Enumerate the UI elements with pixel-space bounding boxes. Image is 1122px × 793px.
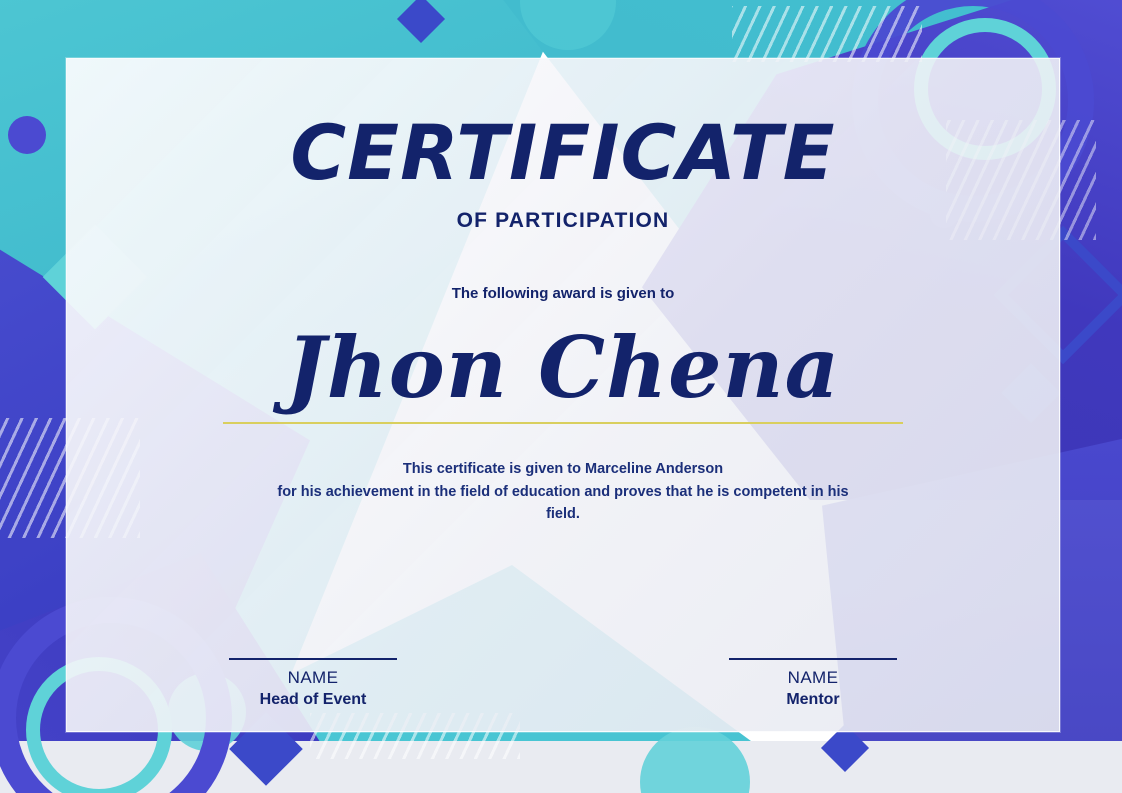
signature-line	[229, 658, 397, 660]
body-line-2: for his achievement in the field of education and proves that he is competent in his	[277, 483, 849, 500]
signature-name: NAME	[787, 668, 839, 687]
award-intro-text: The following award is given to	[451, 285, 675, 302]
signature-role: Head of Event	[259, 691, 367, 708]
certificate-subtitle: OF PARTICIPATION	[456, 209, 670, 232]
hatch-lines-top-right	[732, 6, 922, 62]
gold-divider	[223, 422, 903, 424]
certificate-body	[243, 458, 883, 525]
signature-block-head-of-event	[213, 658, 413, 709]
signature-block-mentor	[713, 658, 913, 709]
signature-role: Mentor	[786, 691, 840, 708]
recipient-name: Jhon Chena	[285, 318, 841, 417]
certificate-title: CERTIFICATE	[290, 108, 836, 197]
certificate-content	[67, 59, 1059, 731]
certificate-panel	[66, 58, 1060, 732]
body-line-3: field.	[546, 506, 580, 523]
blue-dot-left	[8, 116, 46, 154]
signature-name: NAME	[287, 668, 339, 687]
body-line-1: This certificate is given to Marceline Anderson	[402, 461, 724, 478]
signature-row	[67, 658, 1059, 709]
signature-line	[729, 658, 897, 660]
